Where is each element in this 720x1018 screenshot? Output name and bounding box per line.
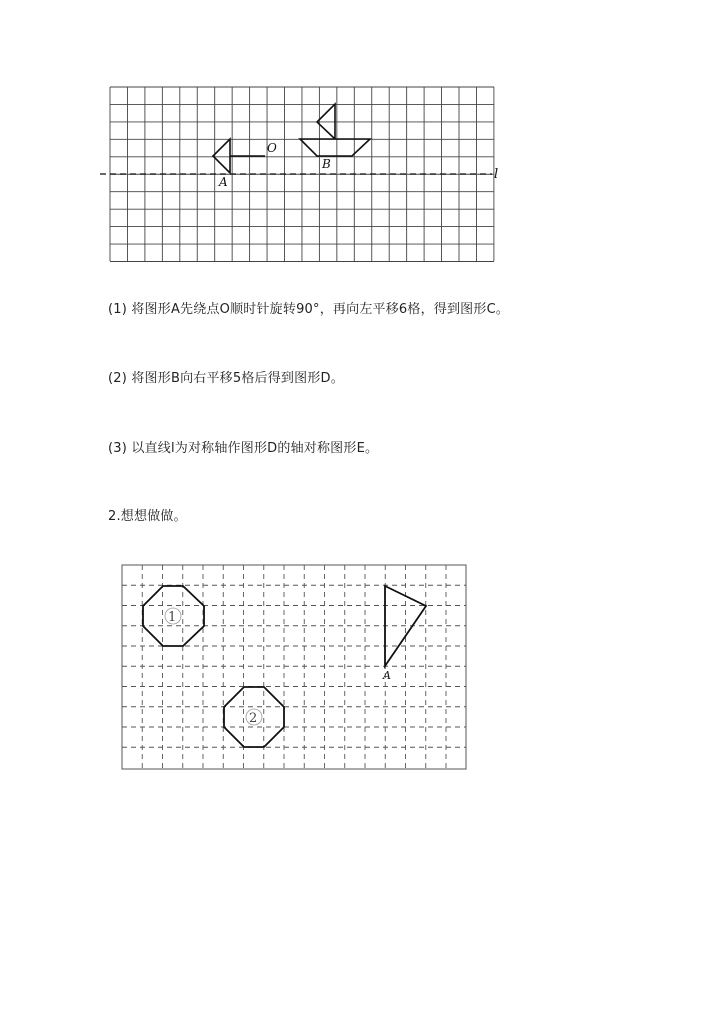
grid-figure-2 xyxy=(115,558,475,778)
dashed-grid-lines xyxy=(122,565,466,769)
shape-a xyxy=(213,139,265,173)
label-a: A xyxy=(219,175,228,189)
section-2-heading: 2.想想做做。 xyxy=(108,509,187,524)
question-1: (1) 将图形A先绕点O顺时针旋转90°，再向左平移6格，得到图形C。 xyxy=(108,302,510,317)
octagon-1-label: 1 xyxy=(168,610,177,625)
question-3: (3) 以直线l为对称轴作图形D的轴对称图形E。 xyxy=(108,441,379,456)
label-b: B xyxy=(322,157,331,171)
label-l: l xyxy=(494,167,499,182)
octagon-2-label: 2 xyxy=(249,711,258,726)
shape-b-hull xyxy=(300,139,370,156)
grid-figure-1 xyxy=(100,80,510,270)
triangle-label-a: A xyxy=(383,669,391,682)
question-2: (2) 将图形B向右平移5格后得到图形D。 xyxy=(108,371,344,386)
grid-border xyxy=(122,565,466,769)
label-o: O xyxy=(267,141,277,155)
